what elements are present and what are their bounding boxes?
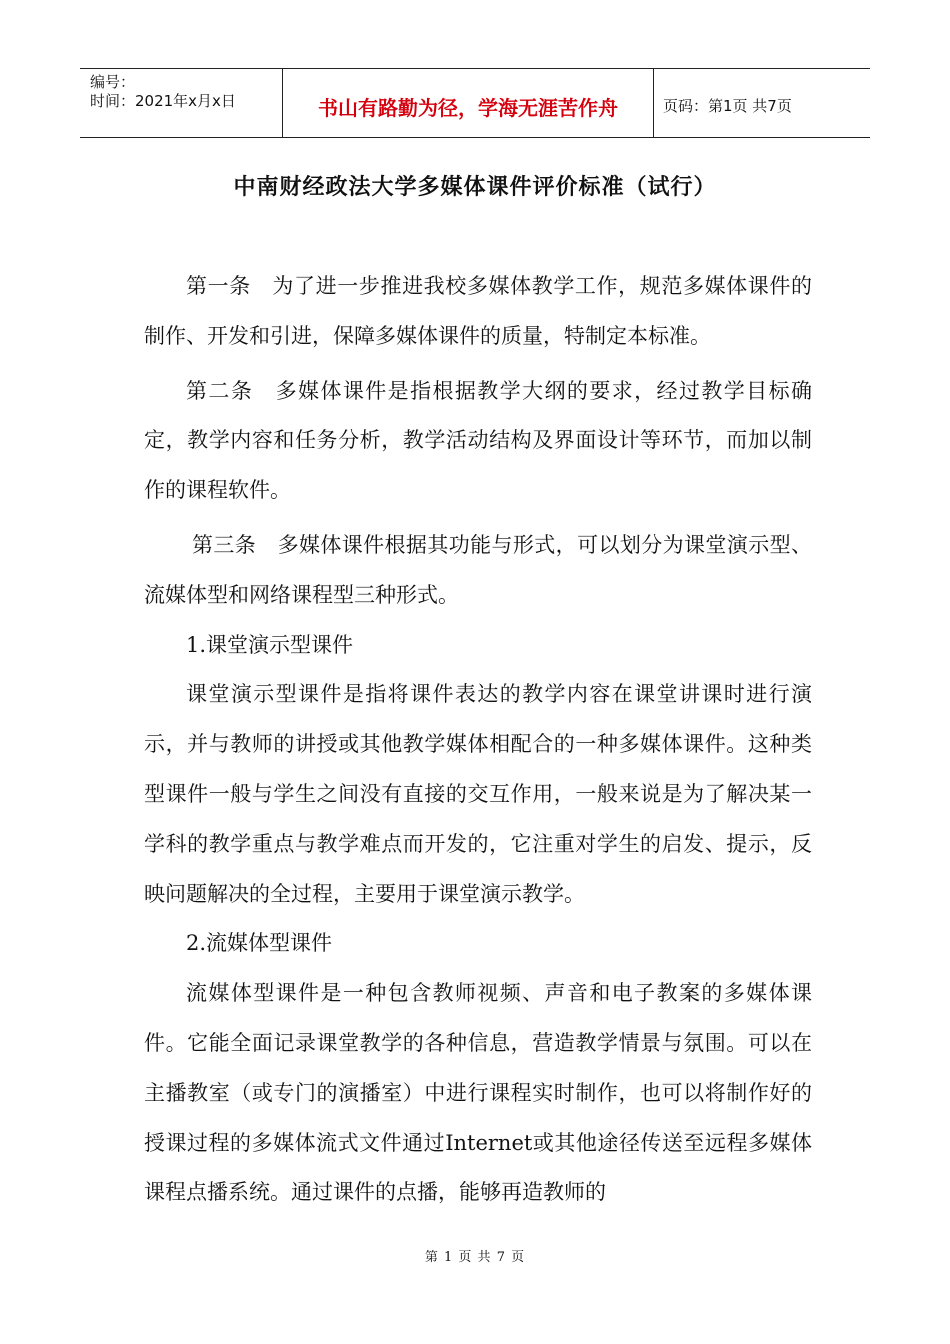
section-heading-streaming: 2.流媒体型课件	[186, 931, 333, 956]
section-heading-classroom: 1.课堂演示型课件	[186, 632, 354, 657]
document-body	[144, 262, 812, 1218]
page-footer: 第 1 页 共 7 页	[424, 1250, 526, 1265]
article-1: 第一条 为了进一步推进我校多媒体教学工作，规范多媒体课件的制作、开发和引进，保障多媒体课件的质量，特制定本标准。	[144, 274, 812, 348]
document-number-label: 编号：	[90, 73, 136, 91]
document-title: 中南财经政法大学多媒体课件评价标准（试行）	[233, 175, 717, 200]
document-date: 时间：2021年x月x日	[90, 92, 236, 110]
article-2: 第二条 多媒体课件是指根据教学大纲的要求，经过教学目标确定，教学内容和任务分析，教学活动结构及界面设计等环节，而加以制作的课程软件。	[144, 378, 812, 503]
header-page-info: 页码：第1页 共7页	[663, 96, 792, 115]
paragraph-classroom: 课堂演示型课件是指将课件表达的教学内容在课堂讲课时进行演示，并与教师的讲授或其他教学媒体相配合的一种多媒体课件。这种类型课件一般与学生之间没有直接的交互作用，一般来说是为了解决某一学科的教学重点与教学难点而开发的，它注重对学生的启发、提示，反映问题解决的全过程，主要用于课堂演示教学。	[144, 682, 812, 906]
paragraph-streaming: 流媒体型课件是一种包含教师视频、声音和电子教案的多媒体课件。它能全面记录课堂教学的各种信息，营造教学情景与氛围。可以在主播教室（或专门的演播室）中进行课程实时制作，也可以将制作好的授课过程的多媒体流式文件通过Internet或其他途径传送至远程多媒体课程点播系统。通过课件的点播，能够再造教师的	[144, 981, 812, 1205]
page-header	[80, 68, 870, 138]
header-meta	[80, 69, 282, 137]
header-motto: 书山有路勤为径，学海无涯苦作舟	[282, 69, 654, 137]
article-3: 第三条 多媒体课件根据其功能与形式，可以划分为课堂演示型、流媒体型和网络课程型三种形式。	[144, 532, 812, 607]
